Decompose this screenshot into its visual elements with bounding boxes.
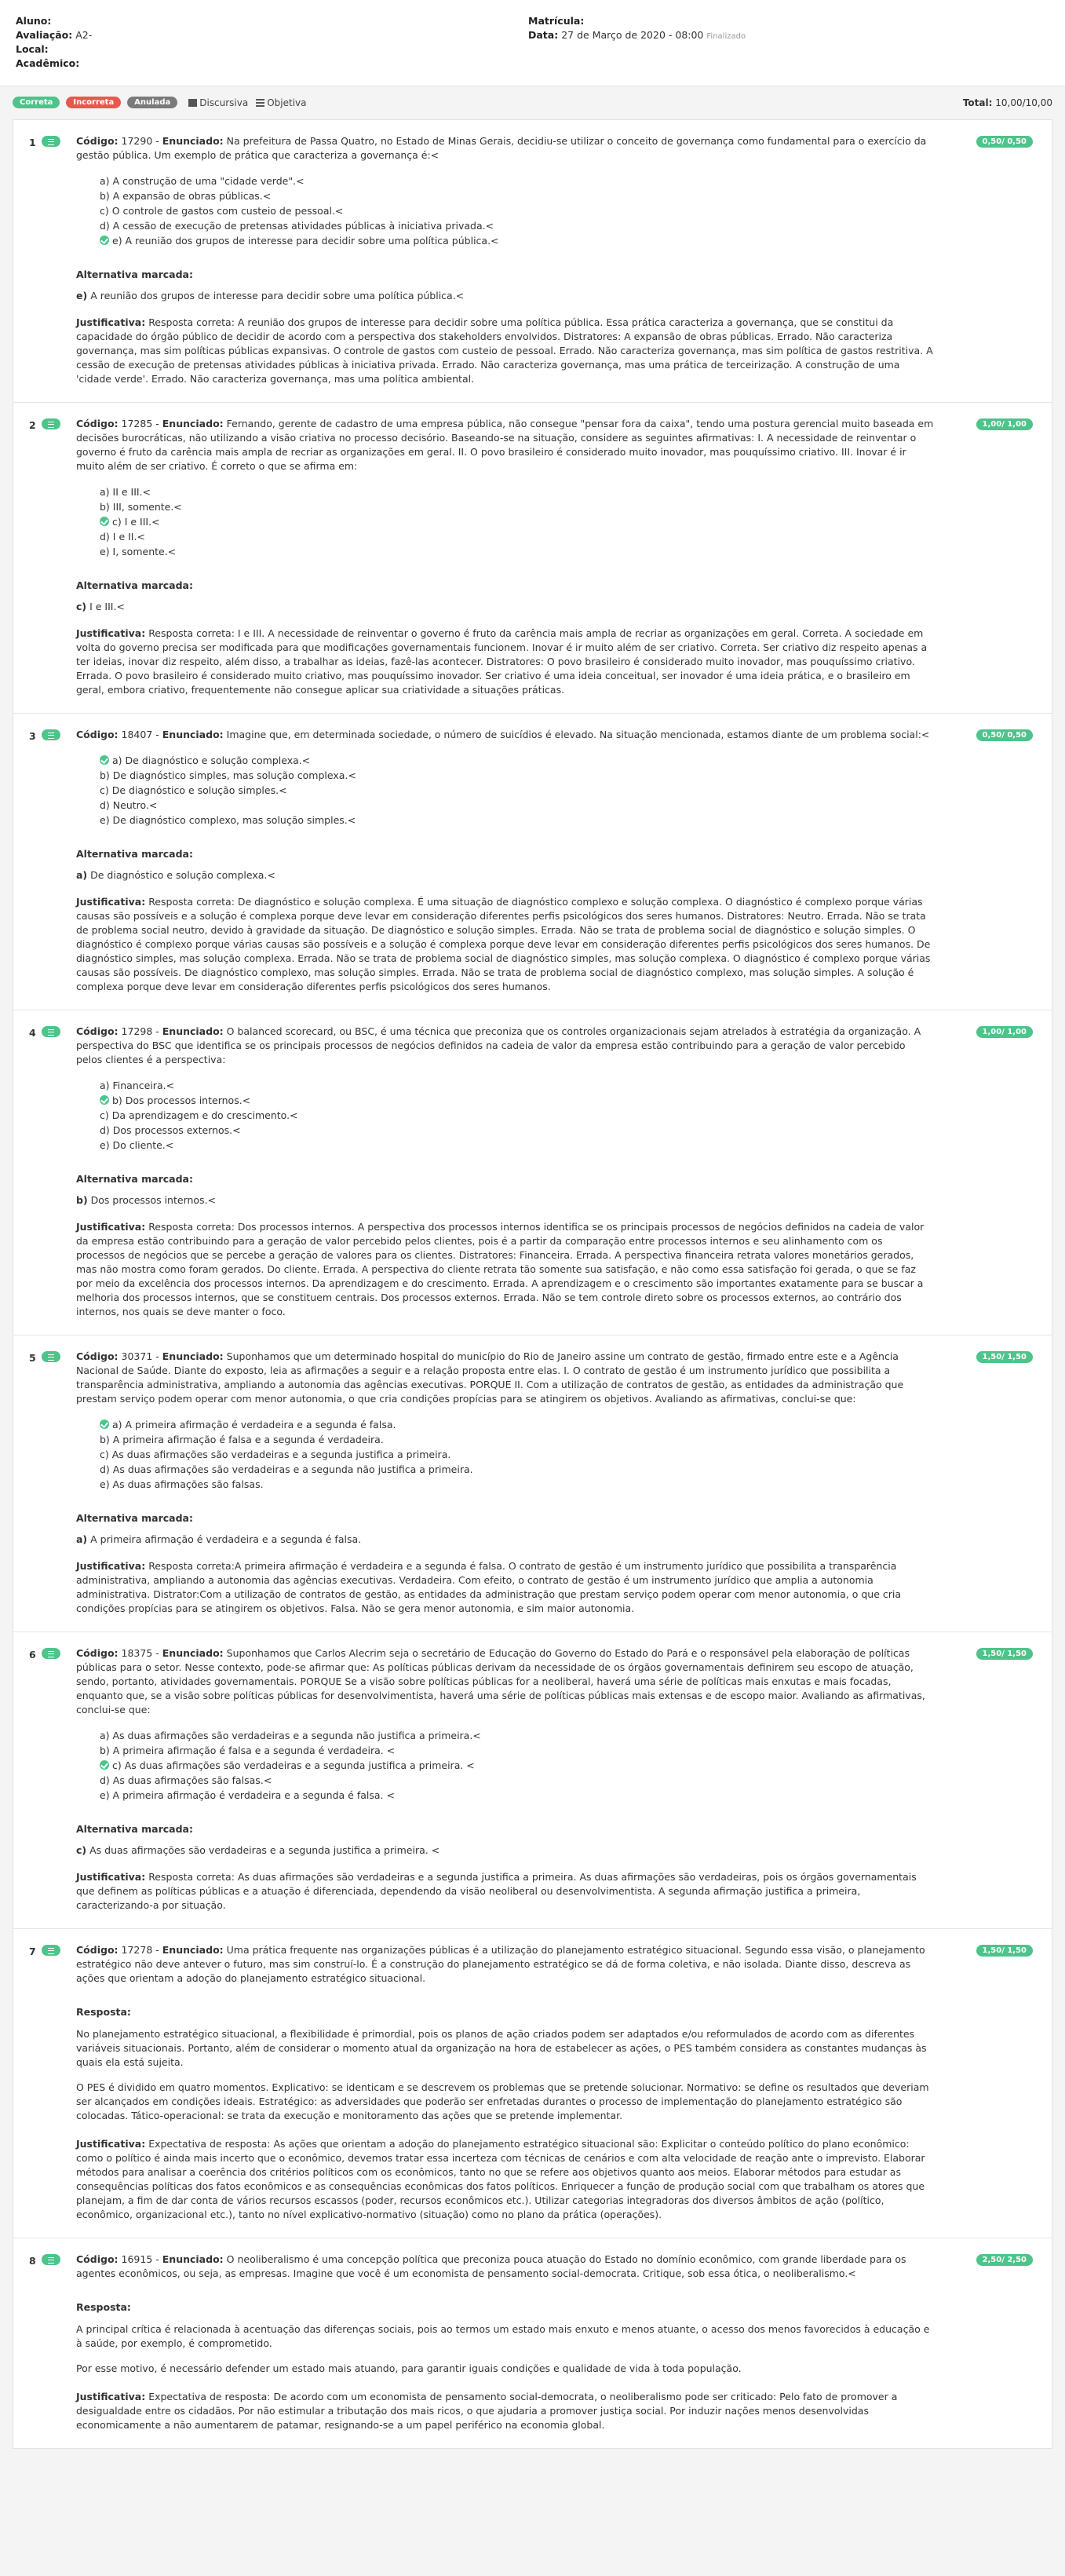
alternative-text: d) As duas afirmações são falsas.< (100, 1774, 272, 1786)
alternative-text: d) Dos processos externos.< (100, 1124, 241, 1136)
header-left (16, 14, 92, 71)
score-badge: 1,00/ 1,00 (976, 1026, 1033, 1038)
list-icon (256, 99, 264, 107)
alternative-item (100, 1417, 934, 1432)
alternative-text: c) De diagnóstico e solução simples.< (100, 784, 287, 796)
enunciado-label: Enunciado: (162, 135, 224, 147)
score-badge: 2,50/ 2,50 (976, 2254, 1033, 2266)
incorreta-badge: Incorreta (66, 97, 121, 108)
alternativa-marcada-label: Alternativa marcada: (76, 1512, 193, 1524)
marked-letter: a) (76, 869, 88, 881)
marked-answer (76, 1844, 934, 1856)
resposta-label: Resposta: (76, 2301, 131, 2313)
marked-letter: c) (76, 601, 87, 612)
enunciado-text: Fernando, gerente de cadastro de uma empresa pública, não consegue "pensar fora da caixa", tendo uma postura gerencial muito baseada em decisões burocráticas, não utilizando a visão criativa no processo decisório. Baseando-se na situação, considere as seguintes afirmativas: I. A necessidade de reinventar o governo é fruto da carência mais ampla de recriar as organizações em geral. II. O povo brasileiro é considerado muito inovador, mas pouquíssimo criativo. III. Inovar é ir muito além de ser criativo. É correto o que se afirma em: (76, 418, 934, 472)
aluno-label: Aluno: (16, 15, 52, 27)
list-icon (42, 1648, 60, 1659)
question-statement: Código: 30371 - Enunciado: Suponhamos que um determinado hospital do município do Rio de Janeiro assine um contrato de gestão, firmado entre este e a Agência Nacional de Saúde. Diante do exposto, leia as afirmações a seguir e a relação proposta entre elas. I. O contrato de gestão é um instrumento jurídico que possibilita a transparência administrativa, ampliando a autonomia das agências executivas. PORQUE II. Com a utilização de contratos de gestão, as entidades da administração que prestam serviço podem operar com menor autonomia, o que cria condições propícias para se atingirem os objetivos. Avaliando as afirmativas, conclui-se que: (76, 1350, 904, 1405)
alternative-text: b) A primeira afirmação é falsa e a segunda é verdadeira. < (100, 1745, 396, 1756)
alternative-text: b) III, somente.< (100, 501, 182, 513)
question-number: 8 (29, 2255, 36, 2267)
enunciado-text: Na prefeitura de Passa Quatro, no Estado de Minas Gerais, decidiu-se utilizar o conceito de governança como fundamental para o exercício da gestão pública. Um exemplo de prática que caracteriza a governança é:< (76, 135, 927, 161)
enunciado-label: Enunciado: (162, 2253, 224, 2265)
enunciado-text: Suponhamos que Carlos Alecrim seja o secretário de Educação do Governo do Estado do Pará e o responsável pela elaboração de políticas públicas para o setor. Nesse contexto, pode-se afirmar que: As políticas públicas derivam da necessidade de os órgãos governamentais definirem seu escopo de atuação, sendo, portanto, atividades governamentais. PORQUE Se a visão sobre políticas públicas for a neoliberal, haverá uma série de políticas mais enxutas e mais focadas, enquanto que, se a visão sobre políticas públicas for desenvolvimentista, haverá uma série de políticas públicas mais extensas e de escopo maior. Avaliando as afirmativas, conclui-se que: (76, 1647, 925, 1716)
question-statement: Código: 17278 - Enunciado: Uma prática frequente nas organizações públicas é a utilização do planejamento estratégico situacional. Segundo essa visão, o planejamento estratégico não deve antever o futuro, mas sim construí-lo. É a construção do planejamento estratégico se dá de forma coletiva, e não isolada. Diante disso, descreva as ações que orientam a adoção do planejamento estratégico situacional. (76, 1944, 925, 1984)
correta-badge: Correta (13, 97, 60, 108)
marked-text: A reunião dos grupos de interesse para decidir sobre uma política pública.< (90, 290, 465, 301)
question-statement: Código: 16915 - Enunciado: O neoliberalismo é uma concepção política que preconiza pouca atuação do Estado no domínio econômico, com grande liberdade para os agentes econômicos, ou seja, as empresas. Imagine que você é um economista de pensamento social-democrata. Critique, sob essa ótica, o neoliberalismo.< (76, 2253, 906, 2279)
alternative-text: e) A reunião dos grupos de interesse para decidir sobre uma política pública.< (112, 235, 499, 247)
justificativa-label: Justificativa: (76, 316, 146, 328)
discursiva-label: Discursiva (199, 97, 249, 108)
list-icon (42, 1945, 60, 1956)
question-statement: Código: 18407 - Enunciado: Imagine que, em determinada sociedade, o número de suicídios é elevado. Na situação mencionada, estamos diante de um problema social:< (76, 729, 930, 740)
alternative-text: d) I e II.< (100, 531, 145, 543)
codigo-label: Código: (76, 1350, 119, 1362)
alternative-item (100, 1093, 934, 1108)
codigo-label: Código: (76, 418, 119, 429)
total-score (963, 97, 1052, 108)
question-code: 30371 (121, 1350, 153, 1362)
resposta-label: Resposta: (76, 2006, 131, 2018)
question-number: 7 (29, 1946, 36, 1957)
objetiva-label: Objetiva (267, 97, 307, 108)
anulada-badge: Anulada (127, 97, 177, 108)
question-statement: Código: 17290 - Enunciado: Na prefeitura de Passa Quatro, no Estado de Minas Gerais, decidiu-se utilizar o conceito de governança como fundamental para o exercício da gestão pública. Um exemplo de prática que caracteriza a governança é:< (76, 135, 927, 161)
resposta-paragraph: A principal crítica é relacionada à acentuação das diferenças sociais, pois ao termos um estado mais enxuto e menos atuante, o acesso dos menos favorecidos à educação e à saúde, por exemplo, é comprometido. (76, 2323, 930, 2349)
alternative-text: a) De diagnóstico e solução complexa.< (112, 755, 311, 766)
question-code: 17278 (121, 1944, 153, 1956)
question-number: 3 (29, 730, 36, 742)
header-right (528, 14, 746, 44)
justificativa-label: Justificativa: (76, 1560, 146, 1572)
justificativa-text: Expectativa de resposta: De acordo com um economista de pensamento social-democrata, o neoliberalismo pode ser criticado: Pelo fato de promover a desigualdade entre os cidadãos. Por não estimular a tributação dos mais ricos, o que ajudaria a promover justiça social. Por induzir nações menos desenvolvidas economicamente a não aumentarem de patamar, resignando-se a um papel periférico na economia global. (76, 2391, 898, 2431)
alternative-text: a) A primeira afirmação é verdadeira e a segunda é falsa. (112, 1419, 396, 1431)
question-code: 17285 (121, 418, 153, 429)
marked-answer (76, 1533, 934, 1545)
score-badge: 0,50/ 0,50 (976, 729, 1033, 741)
alternative-item (100, 1728, 934, 1743)
alternative-item (100, 499, 934, 514)
justificativa-text: Resposta correta: A reunião dos grupos de interesse para decidir sobre uma política pública. Essa prática caracteriza a governança, que se constitui da capacidade do órgão público de decidir de acordo com a perspectiva dos stakeholders envolvidos. Distratores: A expansão de obras públicas. Errado. Não caracteriza governança, mas sim políticas públicas expansivas. O controle de gastos com custeio de pessoal. Errado. Não caracteriza governança, mas sim política de gastos restritiva. A cessão de execução de pretensas atividades públicas à iniciativa privada. Errado. Não caracteriza governança, mas uma prática de terceirização. A construção de uma 'cidade verde'. Errado. Não caracteriza governança, mas uma política ambiental. (76, 316, 933, 385)
justificativa-text: Resposta correta: Dos processos internos. A perspectiva dos processos internos identifica se os principais processos de negócios definidos na cadeia de valor da empresa estão contribuindo para a geração de valor percebido pelos clientes, pois é a partir da comparação entre processos internos e seu alinhamento com os processos de negócios que se percebe a geração de valores para os clientes. Distratores: Financeira. Errada. A perspectiva financeira retrata valores monetários gerados, mas não mostra como foram gerados. Do cliente. Errada. A perspectiva do cliente retrata tão somente sua satisfação, e não como essa satisfação foi gerada, o que se faz por meio da excelência dos processos internos. Da aprendizagem e do crescimento. Errada. A aprendizagem e o crescimento são importantes exatamente para se buscar a melhoria dos processos internos, que se constituem centrais. Dos processos externos. Errada. Não se tem controle direto sobre os processos externos, ao contrário dos internos, nos quais se deve manter o foco. (76, 1221, 925, 1317)
enunciado-label: Enunciado: (162, 729, 224, 740)
academico-label: Acadêmico: (16, 57, 80, 69)
list-icon (42, 1026, 60, 1037)
alternative-text: e) De diagnóstico complexo, mas solução simples.< (100, 814, 356, 826)
marked-text: De diagnóstico e solução complexa.< (90, 869, 275, 881)
score-badge: 0,50/ 0,50 (976, 136, 1033, 148)
alternative-item (100, 813, 934, 828)
justificativa (76, 895, 934, 994)
marked-letter: a) (76, 1533, 88, 1545)
justificativa (76, 1559, 934, 1616)
question-statement: Código: 18375 - Enunciado: Suponhamos que Carlos Alecrim seja o secretário de Educação do Governo do Estado do Pará e o responsável pela elaboração de políticas públicas para o setor. Nesse contexto, pode-se afirmar que: As políticas públicas derivam da necessidade de os órgãos governamentais definirem seu escopo de atuação, sendo, portanto, atividades governamentais. PORQUE Se a visão sobre políticas públicas for a neoliberal, haverá uma série de políticas mais enxutas e mais focadas, enquanto que, se a visão sobre políticas públicas for desenvolvimentista, haverá uma série de políticas públicas mais extensas e de escopo maior. Avaliando as afirmativas, conclui-se que: (76, 1647, 925, 1716)
codigo-label: Código: (76, 135, 119, 147)
alternative-item (100, 218, 934, 233)
question-statement: Código: 17285 - Enunciado: Fernando, gerente de cadastro de uma empresa pública, não consegue "pensar fora da caixa", tendo uma postura gerencial muito baseada em decisões burocráticas, não utilizando a visão criativa no processo decisório. Baseando-se na situação, considere as seguintes afirmativas: I. A necessidade de reinventar o governo é fruto da carência mais ampla de recriar as organizações em geral. II. O povo brasileiro é considerado muito inovador, mas pouquíssimo criativo. III. Inovar é ir muito além de ser criativo. É correto o que se afirma em: (76, 418, 934, 472)
alternative-item (100, 233, 934, 248)
justificativa-text: Resposta correta:A primeira afirmação é verdadeira e a segunda é falsa. O contrato de gestão é um instrumento jurídico que possibilita a transparência administrativa, ampliando a autonomia das agências executivas. Verdadeira. Com efeito, o contrato de gestão é um instrumento jurídico que amplia a autonomia administrativa. Distrator:Com a utilização de contratos de gestão, as entidades da administração que prestam serviço podem operar com menor autonomia, o que cria condições propícias para se atingirem os objetivos. Falsa. Não se gera menor autonomia, e sim maior autonomia. (76, 1560, 902, 1614)
alternative-text: d) A cessão de execução de pretensas atividades públicas à iniciativa privada.< (100, 220, 494, 232)
avaliacao-label: Avaliação: (16, 29, 73, 41)
alternative-text: d) As duas afirmações são verdadeiras e a segunda não justifica a primeira. (100, 1463, 473, 1475)
justificativa-text: Resposta correta: De diagnóstico e solução complexa. É uma situação de diagnóstico complexo e solução complexa. O diagnóstico é complexo porque várias causas são possíveis e a solução é complexa porque deve levar em consideração diferentes perfis psicológicos dos seres humanos. Distratores: Neutro. Errada. Não se trata de problema social neutro, devido à gravidade da situação. De diagnóstico e solução simples. Errada. Não se trata de problema social de diagnóstico e solução simples. O diagnóstico é complexo porque várias causas são possíveis e a solução é complexa porque deve levar em consideração diferentes perfis psicológicos dos seres humanos. De diagnóstico simples, mas solução complexa. Errada. Não se trata de problema social de diagnóstico simples, mas solução complexa. O diagnóstico é complexo porque várias causas são possíveis. De diagnóstico complexo, mas solução simples. Errada. Não se trata de problema social de diagnóstico complexo, mas solução simples. A solução é complexa porque deve levar em consideração diferentes perfis psicológicos dos seres humanos. (76, 896, 931, 992)
evaluation-header (0, 0, 1065, 86)
objetiva-legend (256, 97, 306, 108)
justificativa (76, 627, 934, 697)
question-code: 17298 (121, 1025, 153, 1037)
score-badge: 1,50/ 1,50 (976, 1351, 1033, 1363)
list-icon (42, 136, 60, 147)
marked-letter: b) (76, 1194, 88, 1206)
alternative-item (100, 753, 934, 768)
alternative-text: a) A construção de uma "cidade verde".< (100, 175, 305, 187)
question-block (13, 1336, 1052, 1632)
data-value: 27 de Março de 2020 - 08:00 (561, 29, 704, 41)
enunciado-label: Enunciado: (162, 1350, 224, 1362)
enunciado-label: Enunciado: (162, 418, 224, 429)
question-code: 17290 (121, 135, 153, 147)
marked-answer (76, 290, 934, 301)
alternative-text: c) As duas afirmações são verdadeiras e a segunda justifica a primeira. < (112, 1759, 475, 1771)
alternativa-marcada-label: Alternativa marcada: (76, 848, 193, 860)
marked-text: A primeira afirmação é verdadeira e a segunda é falsa. (90, 1533, 362, 1545)
resposta-paragraph: No planejamento estratégico situacional, a flexibilidade é primordial, pois os planos de ação criados podem ser adaptados e/ou reformulados de acordo com as diferentes variáveis situacionais. Portanto, além de considerar o momento atual da organização na hora de estabelecer as ações, o PES também considera as constantes mudanças às quais ela está sujeita. (76, 2028, 927, 2068)
check-circle-icon (100, 1420, 109, 1429)
alternative-text: c) I e III.< (112, 516, 160, 528)
score-badge: 1,00/ 1,00 (976, 418, 1033, 430)
question-block (13, 2238, 1052, 2448)
alternative-text: e) As duas afirmações são falsas. (100, 1478, 264, 1490)
enunciado-text: O balanced scorecard, ou BSC, é uma técnica que preconiza que os controles organizacionais sejam atrelados à estratégia da organização. A perspectiva do BSC que identifica se os principais processos de negócios definidos na cadeia de valor da empresa estão contribuindo para a geração de valor percebido pelos clientes é a perspectiva: (76, 1025, 921, 1065)
enunciado-text: Imagine que, em determinada sociedade, o número de suicídios é elevado. Na situação mencionada, estamos diante de um problema social:< (226, 729, 930, 740)
justificativa (76, 316, 934, 386)
matricula-label: Matrícula: (528, 15, 585, 27)
codigo-label: Código: (76, 1944, 119, 1956)
status-text: Finalizado (706, 32, 746, 41)
alternative-item (100, 1123, 934, 1138)
justificativa-label: Justificativa: (76, 1221, 146, 1233)
question-block (13, 1010, 1052, 1336)
marked-letter: e) (76, 290, 88, 301)
check-circle-icon (100, 236, 109, 245)
question-block (13, 1929, 1052, 2238)
alternative-item (100, 1108, 934, 1123)
enunciado-label: Enunciado: (162, 1944, 224, 1956)
alternatives-list (100, 1728, 934, 1803)
alternative-item (100, 1788, 934, 1803)
justificativa-text: Resposta correta: As duas afirmações são verdadeiras e a segunda justifica a primeira. As duas afirmações são verdadeiras, pois os órgãos governamentais que definem as políticas públicas e a atuação é diferenciada, dependendo da visão neoliberal ou desenvolvimentista. A segunda afirmação justifica a primeira, caracterizando-a por situação. (76, 1871, 917, 1911)
alternatives-list (100, 753, 934, 828)
alternative-text: a) II e III.< (100, 486, 151, 498)
justificativa-label: Justificativa: (76, 2391, 146, 2402)
alternative-text: e) I, somente.< (100, 546, 177, 557)
avaliacao-value: A2- (75, 29, 93, 41)
alternative-item (100, 203, 934, 218)
enunciado-text: Uma prática frequente nas organizações públicas é a utilização do planejamento estratégico situacional. Segundo essa visão, o planejamento estratégico não deve antever o futuro, mas sim construí-lo. É a construção do planejamento estratégico se dá de forma coletiva, e não isolada. Diante disso, descreva as ações que orientam a adoção do planejamento estratégico situacional. (76, 1944, 925, 1984)
check-circle-icon (100, 755, 109, 765)
question-block (13, 120, 1052, 403)
enunciado-text: Suponhamos que um determinado hospital do município do Rio de Janeiro assine um contrato de gestão, firmado entre este e a Agência Nacional de Saúde. Diante do exposto, leia as afirmações a seguir e a relação proposta entre elas. I. O contrato de gestão é um instrumento jurídico que possibilita a transparência administrativa, ampliando a autonomia das agências executivas. PORQUE II. Com a utilização de contratos de gestão, as entidades da administração que prestam serviço podem operar com menor autonomia, o que cria condições propícias para se atingirem os objetivos. Avaliando as afirmativas, conclui-se que: (76, 1350, 904, 1405)
resposta-paragraph: O PES é dividido em quatro momentos. Explicativo: se identicam e se descrevem os problemas que se pretende solucionar. Normativo: se define os resultados que deveriam ser alcançados em condições ideais. Estratégico: as adversidades que poderão ser enfretadas durantes o processo de implementação do planejamento estratégico são colocadas. Tático-operacional: se trata da execução e monitoramento das ações que se pretende implementar. (76, 2081, 929, 2121)
alternative-text: e) A primeira afirmação é verdadeira e a segunda é falsa. < (100, 1789, 395, 1801)
discursiva-legend (188, 97, 248, 108)
alternative-text: a) Financeira.< (100, 1080, 175, 1091)
list-icon (42, 1351, 60, 1362)
question-number: 4 (29, 1027, 36, 1039)
alternative-item (100, 798, 934, 813)
marked-answer (76, 869, 934, 881)
alternative-item (100, 1432, 934, 1447)
alternative-text: b) A expansão de obras públicas.< (100, 190, 272, 202)
justificativa-label: Justificativa: (76, 627, 146, 639)
question-code: 18375 (121, 1647, 153, 1659)
alternative-item (100, 1138, 934, 1153)
alternative-item (100, 188, 934, 203)
alternative-text: c) O controle de gastos com custeio de pessoal.< (100, 205, 344, 217)
question-block (13, 714, 1052, 1010)
alternative-item (100, 1477, 934, 1492)
alternative-text: d) Neutro.< (100, 799, 158, 811)
justificativa (76, 1220, 934, 1319)
alternative-item (100, 1462, 934, 1477)
codigo-label: Código: (76, 729, 119, 740)
marked-answer (76, 1194, 934, 1206)
total-label: Total: (962, 97, 993, 108)
justificativa-label: Justificativa: (76, 2138, 146, 2150)
justificativa-label: Justificativa: (76, 1871, 146, 1883)
list-icon (42, 2254, 60, 2265)
alternative-text: e) Do cliente.< (100, 1139, 174, 1151)
alternative-item (100, 1773, 934, 1788)
marked-text: Dos processos internos.< (90, 1194, 217, 1206)
alternative-item (100, 544, 934, 559)
codigo-label: Código: (76, 2253, 119, 2265)
alternative-item (100, 484, 934, 499)
data-label: Data: (528, 29, 559, 41)
question-number: 1 (29, 137, 36, 148)
alternative-item (100, 768, 934, 783)
alternativa-marcada-label: Alternativa marcada: (76, 269, 193, 280)
justificativa-label: Justificativa: (76, 896, 146, 908)
enunciado-label: Enunciado: (162, 1025, 224, 1037)
question-code: 16915 (121, 2253, 153, 2265)
enunciado-text: O neoliberalismo é uma concepção política que preconiza pouca atuação do Estado no domínio econômico, com grande liberdade para os agentes econômicos, ou seja, as empresas. Imagine que você é um economista de pensamento social-democrata. Critique, sob essa ótica, o neoliberalismo.< (76, 2253, 906, 2279)
list-icon (42, 418, 60, 429)
question-number: 2 (29, 419, 36, 431)
alternatives-list (100, 174, 934, 248)
justificativa-text: Resposta correta: I e III. A necessidade de reinventar o governo é fruto da carência mais ampla de recriar as organizações em geral. Correta. A sociedade em volta do governo precisa ser modificada para que modificações governamentais funcionem. Inovar é ir muito além de ser criativo. Correta. Ser criativo diz respeito apenas a ter ideias, inovar diz respeito, além disso, a trabalhar as ideias, fazê-las acontecer. Distratores: O povo brasileiro é considerado muito inovador, mas pouquíssimo criativo. Errada. O povo brasileiro é considerado muito criativo, mas pouquíssimo inovador. Ser criativo é uma ideia conceitual, ser inovador é uma ideia prática, e o brasileiro em geral, embora criativo, frequentemente não consegue aplicar sua criatividade a situações práticas. (76, 627, 928, 696)
alternative-item (100, 174, 934, 188)
question-number: 5 (29, 1352, 36, 1364)
marked-text: As duas afirmações são verdadeiras e a segunda justifica a primeira. < (89, 1844, 440, 1856)
alternative-text: c) Da aprendizagem e do crescimento.< (100, 1109, 298, 1121)
justificativa (76, 2390, 934, 2432)
justificativa (76, 1870, 934, 1913)
check-circle-icon (100, 1095, 109, 1105)
alternatives-list (100, 484, 934, 559)
alternative-item (100, 1078, 934, 1093)
codigo-label: Código: (76, 1025, 119, 1037)
question-code: 18407 (121, 729, 153, 740)
questions-container (13, 119, 1052, 2449)
alternativa-marcada-label: Alternativa marcada: (76, 1173, 193, 1185)
alternativa-marcada-label: Alternativa marcada: (76, 579, 193, 591)
alternative-text: b) De diagnóstico simples, mas solução complexa.< (100, 769, 356, 781)
score-badge: 1,50/ 1,50 (976, 1648, 1033, 1660)
justificativa-text: Expectativa de resposta: As ações que orientam a adoção do planejamento estratégico situacional são: Explicitar o conteúdo político do plano econômico: como o político é ainda mais incerto que o econômico, devemos tratar essa incerteza com técnicas de cenários e com alta velocidade de reação ante o imprevisto. Elaborar métodos para analisar a coerência dos critérios políticos com os econômicos, tanto no que se refere aos objetivos quanto aos meios. Elaborar métodos para estudar as consequências políticas dos fatos econômicos e as consequências econômicas dos fatos políticos. Enriquecer a função de produção social com que trabalham os atores que planejam, a fim de dar conta de vários recursos escassos (poder, recursos econômicos etc.). Utilizar categorias integradoras dos diversos âmbitos de ação (político, econômico, organizacional etc.), tanto no nível explicativo-normativo (situação) como no plano da prática (operações). (76, 2138, 925, 2220)
codigo-label: Código: (76, 1647, 119, 1659)
alternative-item (100, 1447, 934, 1462)
alternative-item (100, 1758, 934, 1773)
alternatives-list (100, 1078, 934, 1153)
alternative-item (100, 514, 934, 529)
question-number: 6 (29, 1649, 36, 1661)
alternative-text: c) As duas afirmações são verdadeiras e a segunda justifica a primeira. (100, 1449, 451, 1460)
resposta-paragraph: Por esse motivo, é necessário defender um estado mais atuando, para garantir iguais condições e qualidade de vida à toda população. (76, 2362, 742, 2374)
marked-answer (76, 601, 934, 612)
square-icon (188, 99, 197, 107)
alternativa-marcada-label: Alternativa marcada: (76, 1823, 193, 1835)
total-value: 10,00/10,00 (995, 97, 1052, 108)
local-label: Local: (16, 43, 49, 55)
alternative-text: b) A primeira afirmação é falsa e a segunda é verdadeira. (100, 1434, 384, 1445)
score-badge: 1,50/ 1,50 (976, 1945, 1033, 1957)
question-block (13, 1632, 1052, 1929)
justificativa (76, 2137, 934, 2222)
check-circle-icon (100, 1760, 109, 1770)
alternative-item (100, 783, 934, 798)
question-block (13, 403, 1052, 714)
marked-text: I e III.< (89, 601, 125, 612)
alternative-item (100, 529, 934, 544)
check-circle-icon (100, 517, 109, 526)
enunciado-label: Enunciado: (162, 1647, 224, 1659)
legend-bar (0, 86, 1065, 119)
alternative-text: b) Dos processos internos.< (112, 1094, 251, 1106)
alternative-text: a) As duas afirmações são verdadeiras e a segunda não justifica a primeira.< (100, 1730, 481, 1741)
list-icon (42, 729, 60, 740)
question-statement: Código: 17298 - Enunciado: O balanced scorecard, ou BSC, é uma técnica que preconiza que os controles organizacionais sejam atrelados à estratégia da organização. A perspectiva do BSC que identifica se os principais processos de negócios definidos na cadeia de valor da empresa estão contribuindo para a geração de valor percebido pelos clientes é a perspectiva: (76, 1025, 921, 1065)
marked-letter: c) (76, 1844, 87, 1856)
alternative-item (100, 1743, 934, 1758)
alternatives-list (100, 1417, 934, 1492)
